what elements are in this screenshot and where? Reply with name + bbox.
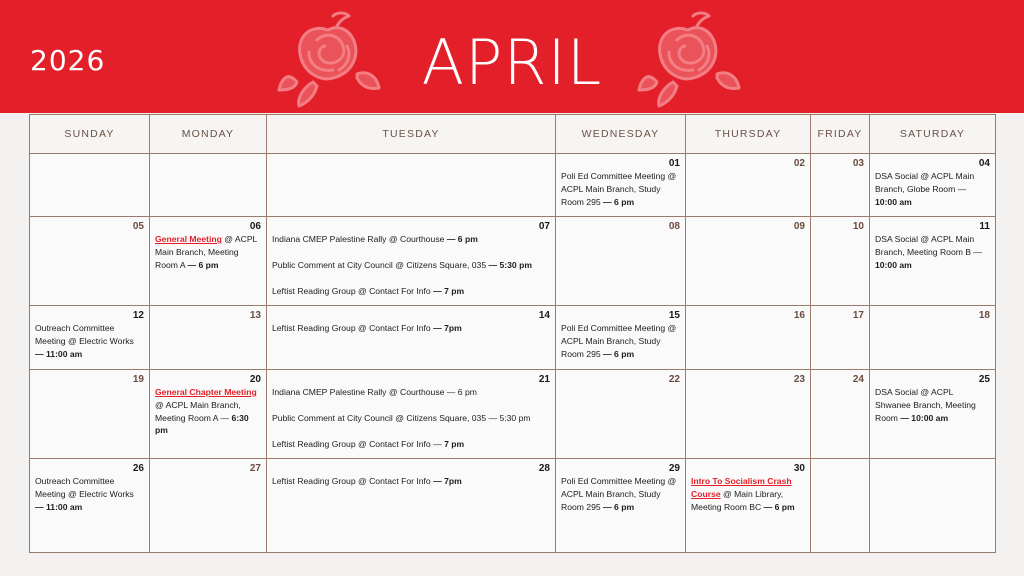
calendar-event bbox=[272, 259, 550, 272]
day-cell[interactable] bbox=[30, 217, 150, 306]
calendar-event bbox=[561, 322, 680, 360]
event-time: — 7 pm bbox=[433, 285, 465, 296]
weekday-header: WEDNESDAY bbox=[556, 115, 686, 154]
day-cell[interactable] bbox=[30, 306, 150, 370]
day-number: 09 bbox=[793, 221, 805, 232]
event-description: @ Main Library, Meeting Room BC bbox=[691, 488, 784, 512]
event-time: 6:30 pm bbox=[155, 412, 249, 436]
day-cell[interactable] bbox=[30, 459, 150, 553]
calendar-event bbox=[35, 322, 144, 360]
day-cell[interactable] bbox=[870, 217, 996, 306]
event-time: — 6 pm bbox=[763, 501, 795, 512]
calendar-event bbox=[272, 322, 550, 335]
calendar-event bbox=[875, 170, 990, 208]
event-time: — 6 pm bbox=[187, 259, 219, 270]
day-cell[interactable] bbox=[811, 154, 870, 217]
day-number: 13 bbox=[249, 310, 261, 321]
day-cell[interactable] bbox=[811, 459, 870, 553]
weekday-header: MONDAY bbox=[150, 115, 267, 154]
weekday-header: SUNDAY bbox=[30, 115, 150, 154]
day-cell[interactable] bbox=[686, 306, 811, 370]
day-number: 02 bbox=[793, 158, 805, 169]
day-number: 18 bbox=[978, 310, 990, 321]
calendar-event bbox=[272, 285, 550, 298]
day-number: 21 bbox=[538, 374, 550, 385]
weekday-header: THURSDAY bbox=[686, 115, 811, 154]
day-cell[interactable] bbox=[556, 306, 686, 370]
day-number: 23 bbox=[793, 374, 805, 385]
calendar-event bbox=[875, 386, 990, 424]
month-title: APRIL bbox=[421, 26, 603, 99]
weekday-header-row bbox=[30, 115, 996, 154]
calendar-event bbox=[155, 386, 261, 437]
day-number: 12 bbox=[132, 310, 144, 321]
event-description: Public Comment at City Council @ Citizens Square, 035 bbox=[272, 259, 489, 270]
calendar-event bbox=[272, 233, 550, 246]
year-label: 2026 bbox=[30, 44, 106, 77]
day-number: 17 bbox=[852, 310, 864, 321]
day-cell[interactable] bbox=[30, 370, 150, 459]
calendar-event bbox=[272, 438, 550, 451]
event-time: 7 pm bbox=[444, 438, 465, 449]
calendar-event bbox=[155, 233, 261, 271]
event-description: Indiana CMEP Palestine Rally @ Courthouse bbox=[272, 234, 447, 244]
event-time: — 5:30 pm bbox=[488, 259, 532, 270]
day-number: 01 bbox=[668, 158, 680, 169]
day-number: 06 bbox=[249, 221, 261, 232]
day-cell[interactable] bbox=[811, 370, 870, 459]
day-cell[interactable] bbox=[150, 217, 267, 306]
event-description: DSA Social @ ACPL Main Branch, Meeting Room B — bbox=[875, 234, 982, 257]
day-cell[interactable] bbox=[686, 370, 811, 459]
rose-icon bbox=[633, 10, 743, 108]
day-number: 05 bbox=[132, 221, 144, 232]
event-description: Public Comment at City Council @ Citizens Square, 035 — 5:30 pm bbox=[272, 412, 531, 423]
day-cell[interactable] bbox=[686, 217, 811, 306]
event-time: — 10:00 am bbox=[900, 412, 949, 423]
day-number: 16 bbox=[793, 310, 805, 321]
weekday-header: SATURDAY bbox=[870, 115, 996, 154]
day-cell[interactable] bbox=[150, 370, 267, 459]
day-cell[interactable] bbox=[686, 154, 811, 217]
day-cell[interactable] bbox=[556, 459, 686, 553]
day-number: 08 bbox=[668, 221, 680, 232]
event-description: Outreach Committee Meeting @ Electric Works bbox=[35, 476, 134, 499]
weekday-header: FRIDAY bbox=[811, 115, 870, 154]
event-description: Poli Ed Committee Meeting @ ACPL Main Branch, Study Room 295 bbox=[561, 323, 677, 359]
event-time: — 11:00 am bbox=[35, 348, 83, 359]
calendar-grid bbox=[29, 114, 996, 553]
event-time: — 6 pm bbox=[603, 348, 635, 359]
day-number: 24 bbox=[852, 374, 864, 385]
event-time: — 6 pm bbox=[603, 501, 635, 512]
day-number: 27 bbox=[249, 463, 261, 474]
day-number: 10 bbox=[852, 221, 864, 232]
day-cell[interactable] bbox=[870, 370, 996, 459]
event-time: — 6 pm bbox=[446, 234, 478, 244]
day-number: 07 bbox=[538, 221, 550, 232]
day-number: 11 bbox=[979, 221, 990, 232]
day-number: 19 bbox=[132, 374, 144, 385]
day-cell[interactable] bbox=[150, 459, 267, 553]
calendar-event bbox=[272, 386, 550, 399]
calendar-event bbox=[561, 475, 680, 513]
day-cell[interactable] bbox=[150, 154, 267, 217]
event-description: @ ACPL Main Branch, Meeting Room A — bbox=[155, 399, 241, 423]
event-description: Leftist Reading Group @ Contact For Info bbox=[272, 476, 434, 486]
day-cell[interactable] bbox=[870, 154, 996, 217]
week-row bbox=[30, 370, 996, 459]
event-description: Poli Ed Committee Meeting @ ACPL Main Branch, Study Room 295 bbox=[561, 171, 677, 207]
day-cell[interactable] bbox=[811, 217, 870, 306]
day-cell[interactable] bbox=[267, 459, 556, 553]
week-row bbox=[30, 459, 996, 553]
day-cell[interactable] bbox=[150, 306, 267, 370]
day-cell[interactable] bbox=[267, 370, 556, 459]
day-number: 15 bbox=[668, 310, 680, 321]
event-description: @ ACPL Main Branch, Meeting Room A bbox=[155, 234, 258, 270]
event-description: Outreach Committee Meeting @ Electric Works bbox=[35, 323, 134, 346]
event-time: — 11:00 am bbox=[35, 501, 83, 512]
event-description: Poli Ed Committee Meeting @ ACPL Main Branch, Study Room 295 bbox=[561, 476, 677, 512]
day-number: 29 bbox=[668, 463, 680, 474]
day-cell[interactable] bbox=[556, 370, 686, 459]
event-description: Leftist Reading Group @ Contact For Info — bbox=[272, 438, 445, 449]
day-number: 22 bbox=[668, 374, 680, 385]
event-time: 10:00 am bbox=[875, 196, 912, 207]
event-description: Leftist Reading Group @ Contact For Info bbox=[272, 323, 434, 333]
event-link[interactable]: General Meeting bbox=[155, 234, 222, 244]
day-cell[interactable] bbox=[556, 154, 686, 217]
day-number: 26 bbox=[132, 463, 144, 474]
event-time: — 7pm bbox=[433, 476, 462, 486]
day-cell[interactable] bbox=[870, 306, 996, 370]
day-number: 25 bbox=[978, 374, 990, 385]
calendar-event bbox=[272, 475, 550, 488]
event-description: DSA Social @ ACPL Shwanee Branch, Meeting Room bbox=[875, 387, 976, 423]
calendar-event bbox=[272, 412, 550, 425]
day-number: 20 bbox=[249, 374, 261, 385]
day-cell[interactable] bbox=[30, 154, 150, 217]
event-description: DSA Social @ ACPL Main Branch, Globe Room — bbox=[875, 171, 975, 194]
day-cell[interactable] bbox=[267, 306, 556, 370]
calendar-event bbox=[35, 475, 144, 513]
day-cell[interactable] bbox=[267, 217, 556, 306]
calendar-event bbox=[875, 233, 990, 271]
day-cell[interactable] bbox=[686, 459, 811, 553]
week-row bbox=[30, 306, 996, 370]
event-description: Indiana CMEP Palestine Rally @ Courthouse — 6 pm bbox=[272, 387, 477, 397]
day-number: 03 bbox=[852, 158, 864, 169]
day-number: 30 bbox=[793, 463, 805, 474]
day-number: 28 bbox=[538, 463, 550, 474]
day-cell[interactable] bbox=[267, 154, 556, 217]
calendar-header bbox=[0, 0, 1024, 113]
event-link[interactable]: Intro To Socialism Crash Course bbox=[691, 476, 792, 499]
day-number: 04 bbox=[978, 158, 990, 169]
day-number: 14 bbox=[538, 310, 550, 321]
event-description: Leftist Reading Group @ Contact For Info bbox=[272, 285, 434, 296]
calendar-event bbox=[561, 170, 680, 208]
week-row bbox=[30, 217, 996, 306]
event-time: — 7pm bbox=[433, 323, 462, 333]
calendar-event bbox=[691, 475, 805, 513]
event-time: — 6 pm bbox=[603, 196, 635, 207]
week-row bbox=[30, 154, 996, 217]
day-cell[interactable] bbox=[870, 459, 996, 553]
day-cell[interactable] bbox=[811, 306, 870, 370]
weekday-header: TUESDAY bbox=[267, 115, 556, 154]
day-cell[interactable] bbox=[556, 217, 686, 306]
event-time: 10:00 am bbox=[875, 259, 912, 270]
event-link[interactable]: General Chapter Meeting bbox=[155, 387, 257, 397]
